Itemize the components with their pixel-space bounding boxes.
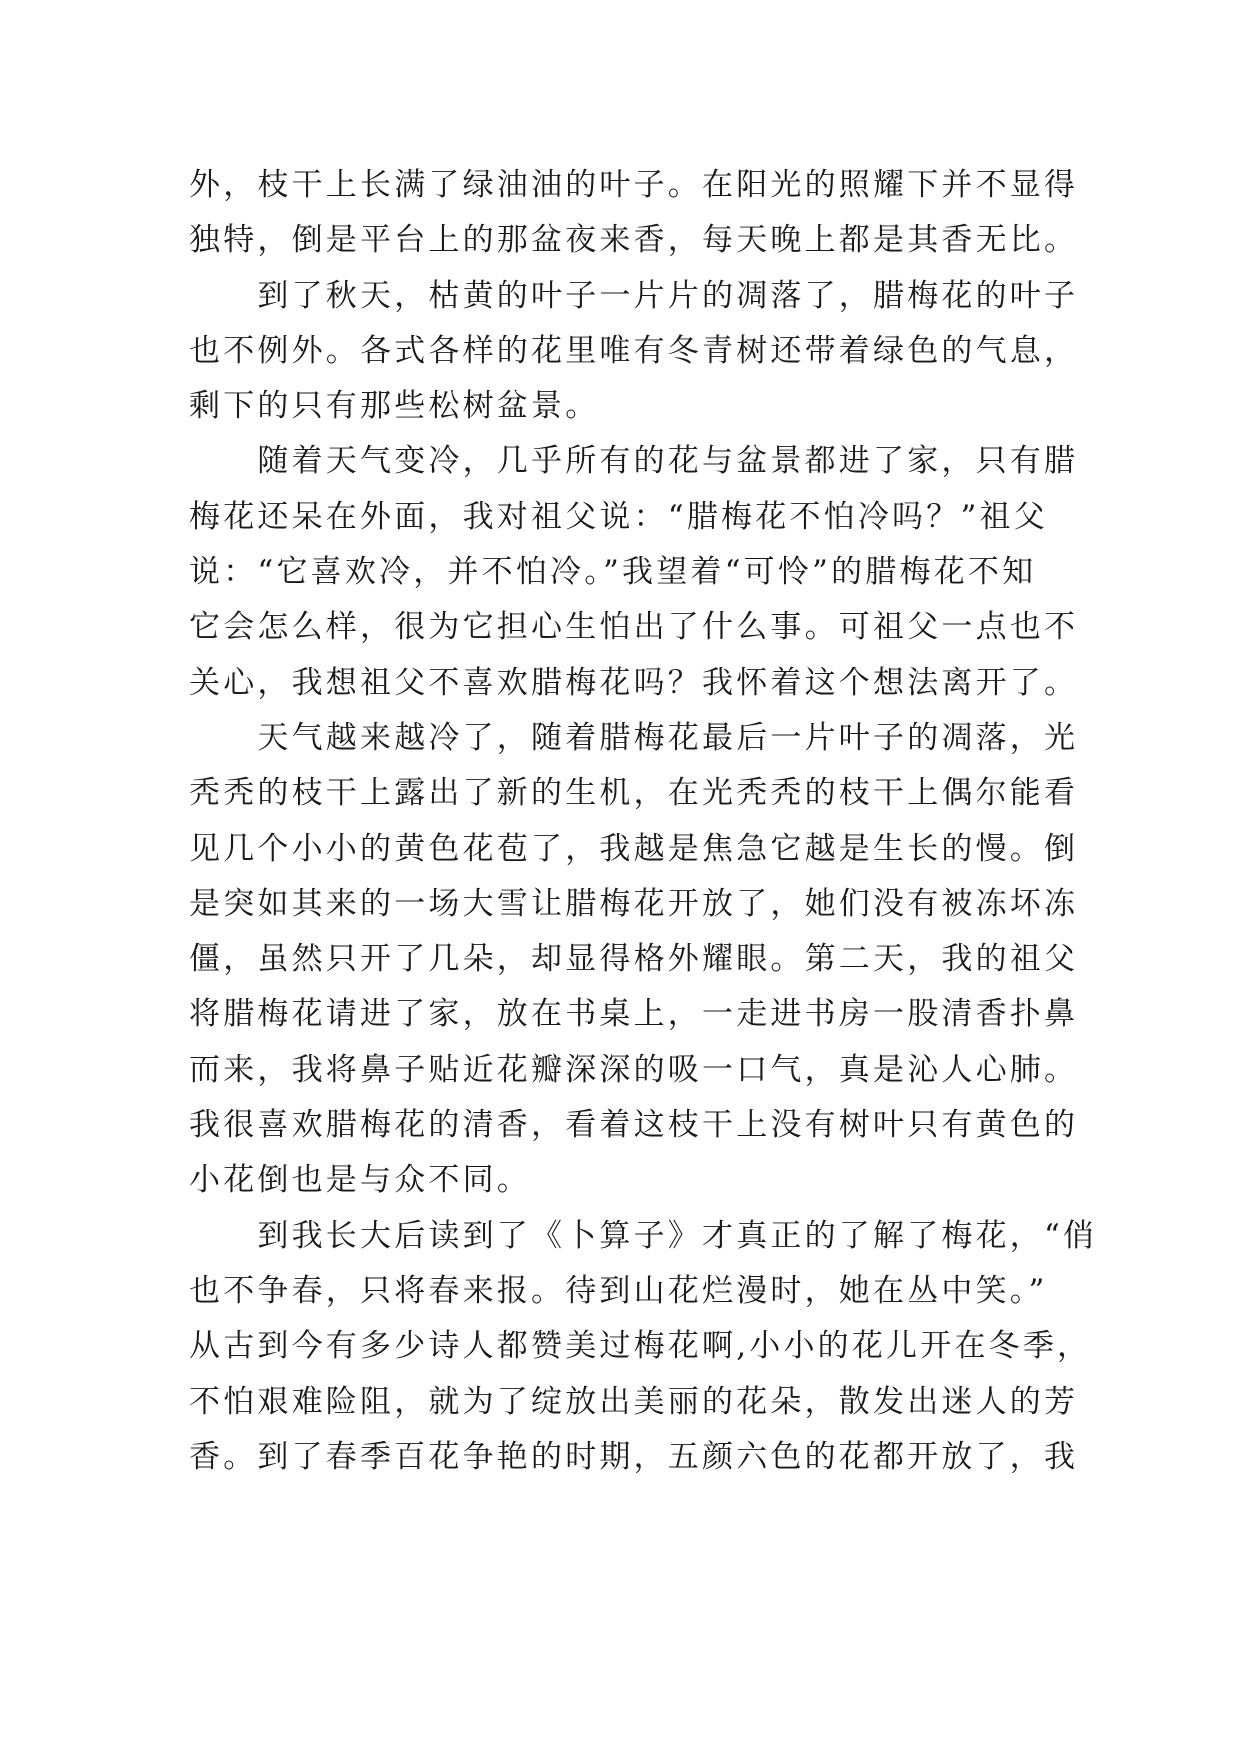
- text-line: 随着天气变冷，几乎所有的花与盆景都进了家，只有腊: [189, 443, 1079, 480]
- text-line: 剩下的只有那些松树盆景。: [189, 388, 600, 425]
- text-line: 不怕艰难险阻，就为了绽放出美丽的花朵，散发出迷人的芳: [189, 1383, 1079, 1420]
- text-line: 而来，我将鼻子贴近花瓣深深的吸一口气，真是沁人心肺。: [189, 1051, 1079, 1088]
- text-line: 到了秋天，枯黄的叶子一片片的凋落了，腊梅花的叶子: [189, 277, 1079, 314]
- text-line: 也不争春，只将春来报。待到山花烂漫时，她在丛中笑。”: [189, 1272, 1048, 1309]
- text-line: 关心，我想祖父不喜欢腊梅花吗？我怀着这个想法离开了。: [189, 664, 1079, 701]
- text-line: 是突如其来的一场大雪让腊梅花开放了，她们没有被冻坏冻: [189, 885, 1079, 922]
- text-line: 从古到今有多少诗人都赞美过梅花啊,小小的花儿开在冬季，: [189, 1328, 1092, 1365]
- text-line: 秃秃的枝干上露出了新的生机，在光秃秃的枝干上偶尔能看: [189, 775, 1079, 812]
- text-line: 梅花还呆在外面，我对祖父说：“腊梅花不怕冷吗？”祖父: [189, 498, 1048, 535]
- text-line: 小花倒也是与众不同。: [189, 1162, 531, 1199]
- text-line: 香。到了春季百花争艳的时期，五颜六色的花都开放了，我: [189, 1438, 1079, 1475]
- text-line: 也不例外。各式各样的花里唯有冬青树还带着绿色的气息，: [189, 332, 1079, 369]
- text-line: 我很喜欢腊梅花的清香，看着这枝干上没有树叶只有黄色的: [189, 1107, 1079, 1144]
- text-line: 到我长大后读到了《卜算子》才真正的了解了梅花，“俏: [189, 1217, 1098, 1254]
- text-line: 天气越来越冷了，随着腊梅花最后一片叶子的凋落，光: [189, 719, 1079, 756]
- text-line: 外，枝干上长满了绿油油的叶子。在阳光的照耀下并不显得: [189, 167, 1079, 203]
- text-line: 说：“它喜欢冷，并不怕冷。”我望着“可怜”的腊梅花不知: [189, 554, 1037, 591]
- text-line: 见几个小小的黄色花苞了，我越是焦急它越是生长的慢。倒: [189, 830, 1079, 867]
- text-line: 僵，虽然只开了几朵，却显得格外耀眼。第二天，我的祖父: [189, 941, 1079, 978]
- text-line: 独特，倒是平台上的那盆夜来香，每天晚上都是其香无比。: [189, 222, 1079, 259]
- text-body: [189, 158, 1098, 1485]
- text-line: 它会怎么样，很为它担心生怕出了什么事。可祖父一点也不: [189, 609, 1079, 646]
- text-line: 将腊梅花请进了家，放在书桌上，一走进书房一股清香扑鼻: [189, 996, 1079, 1033]
